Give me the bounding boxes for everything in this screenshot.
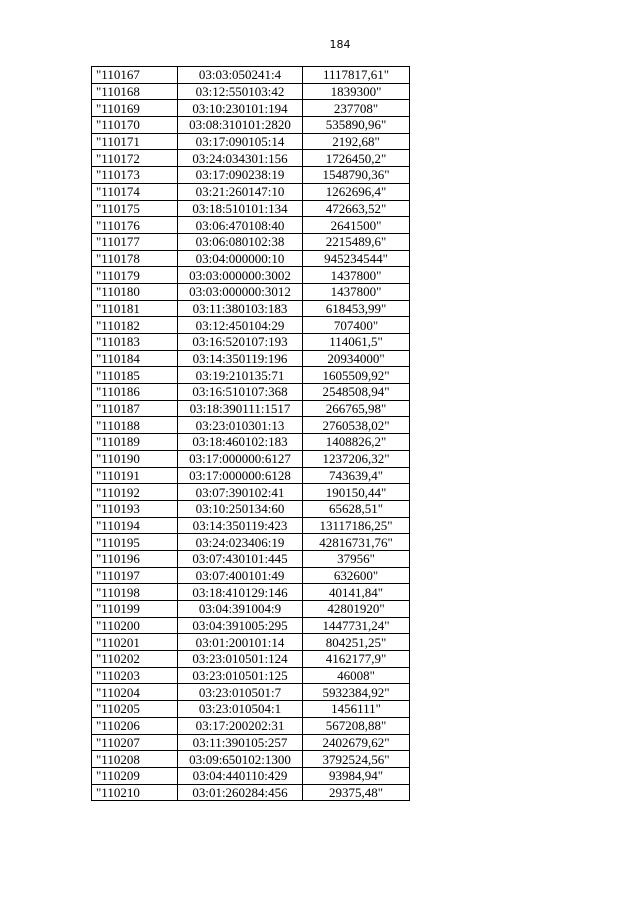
- table-row: [92, 550, 410, 567]
- cadastral-number-cell: 03:04:000000:10: [178, 250, 303, 267]
- value-cell: 567208,88": [303, 717, 410, 734]
- row-id-cell: "110201: [92, 634, 178, 651]
- cadastral-number-cell: 03:17:090105:14: [178, 133, 303, 150]
- row-id-cell: "110188: [92, 417, 178, 434]
- value-cell: 93984,94": [303, 767, 410, 784]
- row-id-cell: "110186: [92, 384, 178, 401]
- table-row: [92, 183, 410, 200]
- table-row: [92, 133, 410, 150]
- row-id-cell: "110181: [92, 300, 178, 317]
- cadastral-number-cell: 03:17:000000:6128: [178, 467, 303, 484]
- value-cell: 804251,25": [303, 634, 410, 651]
- row-id-cell: "110182: [92, 317, 178, 334]
- row-id-cell: "110180: [92, 283, 178, 300]
- value-cell: 618453,99": [303, 300, 410, 317]
- cadastral-number-cell: 03:14:350119:196: [178, 350, 303, 367]
- value-cell: 2192,68": [303, 133, 410, 150]
- cadastral-number-cell: 03:11:380103:183: [178, 300, 303, 317]
- value-cell: 37956": [303, 550, 410, 567]
- value-cell: 65628,51": [303, 500, 410, 517]
- table-row: [92, 567, 410, 584]
- row-id-cell: "110170: [92, 117, 178, 134]
- table-row: [92, 767, 410, 784]
- cadastral-number-cell: 03:23:010301:13: [178, 417, 303, 434]
- cadastral-number-cell: 03:23:010501:125: [178, 667, 303, 684]
- table-row: [92, 751, 410, 768]
- row-id-cell: "110198: [92, 584, 178, 601]
- cadastral-number-cell: 03:03:000000:3012: [178, 283, 303, 300]
- row-id-cell: "110207: [92, 734, 178, 751]
- value-cell: 1456111": [303, 701, 410, 718]
- table-row: [92, 534, 410, 551]
- table-row: [92, 601, 410, 618]
- cadastral-number-cell: 03:08:310101:2820: [178, 117, 303, 134]
- cadastral-number-cell: 03:07:390102:41: [178, 484, 303, 501]
- cadastral-number-cell: 03:18:390111:1517: [178, 400, 303, 417]
- cadastral-number-cell: 03:17:200202:31: [178, 717, 303, 734]
- row-id-cell: "110173: [92, 167, 178, 184]
- table-row: [92, 634, 410, 651]
- cadastral-number-cell: 03:23:010504:1: [178, 701, 303, 718]
- value-cell: 1437800": [303, 267, 410, 284]
- value-cell: 114061,5": [303, 334, 410, 351]
- table-row: [92, 684, 410, 701]
- table-row: [92, 250, 410, 267]
- value-cell: 1437800": [303, 283, 410, 300]
- value-cell: 632600": [303, 567, 410, 584]
- row-id-cell: "110202: [92, 651, 178, 668]
- table-row: [92, 484, 410, 501]
- row-id-cell: "110208: [92, 751, 178, 768]
- table-row: [92, 334, 410, 351]
- cadastral-number-cell: 03:17:090238:19: [178, 167, 303, 184]
- value-cell: 237708": [303, 100, 410, 117]
- table-body: [92, 67, 410, 801]
- row-id-cell: "110203: [92, 667, 178, 684]
- row-id-cell: "110167: [92, 67, 178, 84]
- value-cell: 190150,44": [303, 484, 410, 501]
- table-row: [92, 167, 410, 184]
- cadastral-number-cell: 03:07:430101:445: [178, 550, 303, 567]
- value-cell: 3792524,56": [303, 751, 410, 768]
- table-row: [92, 350, 410, 367]
- row-id-cell: "110191: [92, 467, 178, 484]
- value-cell: 535890,96": [303, 117, 410, 134]
- row-id-cell: "110185: [92, 367, 178, 384]
- cadastral-number-cell: 03:21:260147:10: [178, 183, 303, 200]
- row-id-cell: "110205: [92, 701, 178, 718]
- value-cell: 1447731,24": [303, 617, 410, 634]
- row-id-cell: "110187: [92, 400, 178, 417]
- table-row: [92, 283, 410, 300]
- table-row: [92, 701, 410, 718]
- row-id-cell: "110177: [92, 233, 178, 250]
- table-row: [92, 300, 410, 317]
- value-cell: 40141,84": [303, 584, 410, 601]
- row-id-cell: "110189: [92, 434, 178, 451]
- value-cell: 266765,98": [303, 400, 410, 417]
- cadastral-number-cell: 03:12:450104:29: [178, 317, 303, 334]
- cadastral-number-cell: 03:17:000000:6127: [178, 450, 303, 467]
- table-row: [92, 150, 410, 167]
- table-row: [92, 200, 410, 217]
- cadastral-number-cell: 03:04:440110:429: [178, 767, 303, 784]
- cadastral-number-cell: 03:01:260284:456: [178, 784, 303, 801]
- value-cell: 1548790,36": [303, 167, 410, 184]
- row-id-cell: "110210: [92, 784, 178, 801]
- value-cell: 2215489,6": [303, 233, 410, 250]
- value-cell: 1726450,2": [303, 150, 410, 167]
- cadastral-number-cell: 03:03:000000:3002: [178, 267, 303, 284]
- cadastral-number-cell: 03:10:230101:194: [178, 100, 303, 117]
- cadastral-number-cell: 03:24:034301:156: [178, 150, 303, 167]
- row-id-cell: "110190: [92, 450, 178, 467]
- row-id-cell: "110197: [92, 567, 178, 584]
- table-row: [92, 384, 410, 401]
- row-id-cell: "110209: [92, 767, 178, 784]
- table-row: [92, 83, 410, 100]
- data-table: [91, 66, 410, 801]
- row-id-cell: "110183: [92, 334, 178, 351]
- table-row: [92, 467, 410, 484]
- value-cell: 743639,4": [303, 467, 410, 484]
- cadastral-number-cell: 03:23:010501:7: [178, 684, 303, 701]
- table-row: [92, 417, 410, 434]
- table-row: [92, 500, 410, 517]
- value-cell: 472663,52": [303, 200, 410, 217]
- row-id-cell: "110200: [92, 617, 178, 634]
- row-id-cell: "110184: [92, 350, 178, 367]
- value-cell: 29375,48": [303, 784, 410, 801]
- table-row: [92, 67, 410, 84]
- row-id-cell: "110176: [92, 217, 178, 234]
- cadastral-number-cell: 03:07:400101:49: [178, 567, 303, 584]
- row-id-cell: "110172: [92, 150, 178, 167]
- cadastral-number-cell: 03:24:023406:19: [178, 534, 303, 551]
- cadastral-number-cell: 03:12:550103:42: [178, 83, 303, 100]
- row-id-cell: "110193: [92, 500, 178, 517]
- value-cell: 1408826,2": [303, 434, 410, 451]
- cadastral-number-cell: 03:01:200101:14: [178, 634, 303, 651]
- value-cell: 20934000": [303, 350, 410, 367]
- value-cell: 2402679,62": [303, 734, 410, 751]
- cadastral-number-cell: 03:16:520107:193: [178, 334, 303, 351]
- cadastral-number-cell: 03:06:470108:40: [178, 217, 303, 234]
- value-cell: 42801920": [303, 601, 410, 618]
- cadastral-number-cell: 03:04:391004:9: [178, 601, 303, 618]
- value-cell: 46008": [303, 667, 410, 684]
- value-cell: 2641500": [303, 217, 410, 234]
- table-row: [92, 100, 410, 117]
- cadastral-number-cell: 03:18:460102:183: [178, 434, 303, 451]
- value-cell: 1262696,4": [303, 183, 410, 200]
- value-cell: 5932384,92": [303, 684, 410, 701]
- row-id-cell: "110178: [92, 250, 178, 267]
- table-row: [92, 617, 410, 634]
- table-row: [92, 717, 410, 734]
- row-id-cell: "110179: [92, 267, 178, 284]
- table-row: [92, 267, 410, 284]
- value-cell: 1237206,32": [303, 450, 410, 467]
- page-number: 184: [329, 38, 351, 51]
- value-cell: 4162177,9": [303, 651, 410, 668]
- row-id-cell: "110174: [92, 183, 178, 200]
- table-row: [92, 233, 410, 250]
- cadastral-number-cell: 03:19:210135:71: [178, 367, 303, 384]
- value-cell: 707400": [303, 317, 410, 334]
- cadastral-number-cell: 03:23:010501:124: [178, 651, 303, 668]
- cadastral-number-cell: 03:10:250134:60: [178, 500, 303, 517]
- row-id-cell: "110194: [92, 517, 178, 534]
- row-id-cell: "110168: [92, 83, 178, 100]
- cadastral-number-cell: 03:16:510107:368: [178, 384, 303, 401]
- value-cell: 945234544": [303, 250, 410, 267]
- row-id-cell: "110192: [92, 484, 178, 501]
- cadastral-number-cell: 03:18:410129:146: [178, 584, 303, 601]
- cadastral-number-cell: 03:14:350119:423: [178, 517, 303, 534]
- cadastral-number-cell: 03:04:391005:295: [178, 617, 303, 634]
- value-cell: 1117817,61": [303, 67, 410, 84]
- row-id-cell: "110171: [92, 133, 178, 150]
- row-id-cell: "110199: [92, 601, 178, 618]
- row-id-cell: "110195: [92, 534, 178, 551]
- cadastral-number-cell: 03:09:650102:1300: [178, 751, 303, 768]
- value-cell: 1839300": [303, 83, 410, 100]
- row-id-cell: "110169: [92, 100, 178, 117]
- table-row: [92, 117, 410, 134]
- table-row: [92, 734, 410, 751]
- table-row: [92, 517, 410, 534]
- value-cell: 13117186,25": [303, 517, 410, 534]
- table-row: [92, 651, 410, 668]
- row-id-cell: "110196: [92, 550, 178, 567]
- table-row: [92, 400, 410, 417]
- value-cell: 2548508,94": [303, 384, 410, 401]
- table-row: [92, 317, 410, 334]
- table-row: [92, 217, 410, 234]
- cadastral-number-cell: 03:03:050241:4: [178, 67, 303, 84]
- table-row: [92, 584, 410, 601]
- value-cell: 1605509,92": [303, 367, 410, 384]
- row-id-cell: "110204: [92, 684, 178, 701]
- table-row: [92, 450, 410, 467]
- row-id-cell: "110206: [92, 717, 178, 734]
- cadastral-number-cell: 03:18:510101:134: [178, 200, 303, 217]
- table-row: [92, 434, 410, 451]
- cadastral-number-cell: 03:06:080102:38: [178, 233, 303, 250]
- table-row: [92, 367, 410, 384]
- table-row: [92, 667, 410, 684]
- table-row: [92, 784, 410, 801]
- value-cell: 42816731,76": [303, 534, 410, 551]
- row-id-cell: "110175: [92, 200, 178, 217]
- value-cell: 2760538,02": [303, 417, 410, 434]
- cadastral-number-cell: 03:11:390105:257: [178, 734, 303, 751]
